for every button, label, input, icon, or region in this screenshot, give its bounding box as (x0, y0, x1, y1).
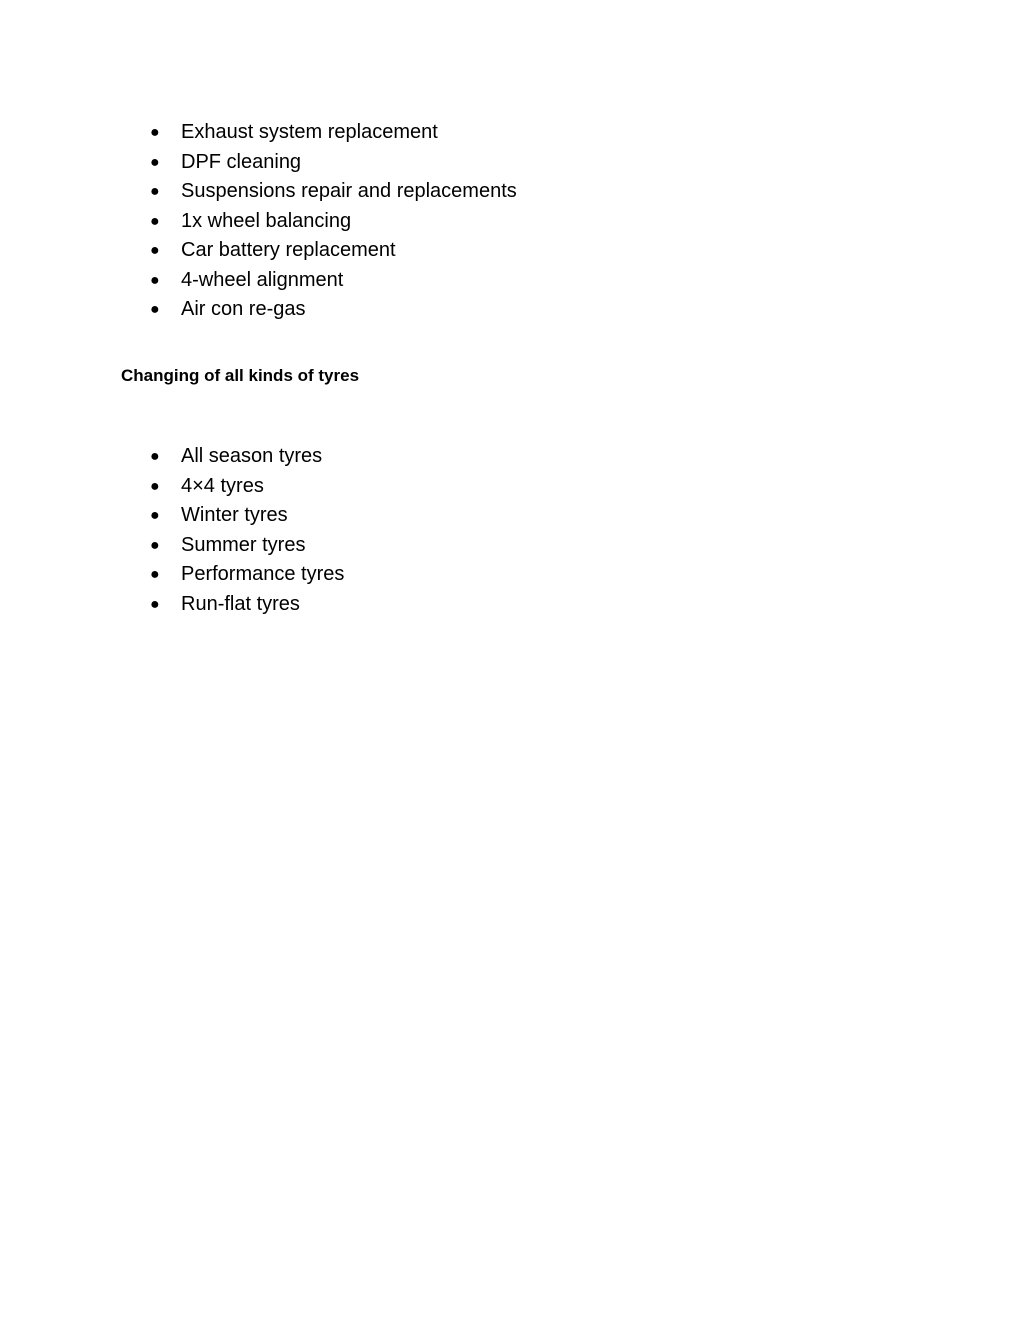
bullet-icon: ● (150, 301, 160, 318)
tyres-list (150, 442, 344, 619)
bullet-icon: ● (150, 153, 160, 171)
bullet-icon: ● (150, 124, 160, 141)
list-item-label: All season tyres (181, 445, 323, 467)
list-item (150, 501, 344, 531)
list-item-label: Run-flat tyres (181, 592, 300, 615)
services-list (150, 118, 517, 325)
bullet-icon: ● (150, 595, 160, 613)
list-item-label: Winter tyres (181, 504, 288, 526)
list-item-label: DPF cleaning (181, 150, 302, 173)
list-item-label: Car battery replacement (181, 239, 396, 261)
list-item-label: Performance tyres (181, 563, 345, 585)
list-item (150, 207, 517, 237)
list-item-label: Air con re-gas (181, 298, 306, 320)
list-item (150, 472, 344, 502)
list-item (150, 148, 517, 178)
bullet-icon: ● (150, 536, 160, 554)
list-item (150, 177, 517, 207)
section-heading-tyres: Changing of all kinds of tyres (121, 366, 360, 385)
list-item-label: 4×4 tyres (181, 474, 264, 497)
list-item-label: Summer tyres (181, 533, 306, 556)
list-item (150, 295, 517, 325)
bullet-icon: ● (150, 242, 160, 259)
bullet-icon: ● (150, 212, 160, 230)
list-item (150, 531, 344, 561)
bullet-icon: ● (150, 477, 160, 495)
bullet-icon: ● (150, 448, 160, 465)
bullet-icon: ● (150, 566, 160, 583)
list-item (150, 236, 517, 266)
list-item (150, 560, 344, 590)
list-item-label: 1x wheel balancing (181, 209, 352, 232)
list-item (150, 590, 344, 620)
list-item (150, 118, 517, 148)
bullet-icon: ● (150, 183, 160, 200)
bullet-icon: ● (150, 271, 160, 289)
bullet-icon: ● (150, 507, 160, 524)
list-item (150, 266, 517, 296)
list-item (150, 442, 344, 472)
list-item-label: Suspensions repair and replacements (181, 180, 517, 202)
list-item-label: Exhaust system replacement (181, 121, 438, 143)
list-item-label: 4-wheel alignment (181, 268, 344, 291)
